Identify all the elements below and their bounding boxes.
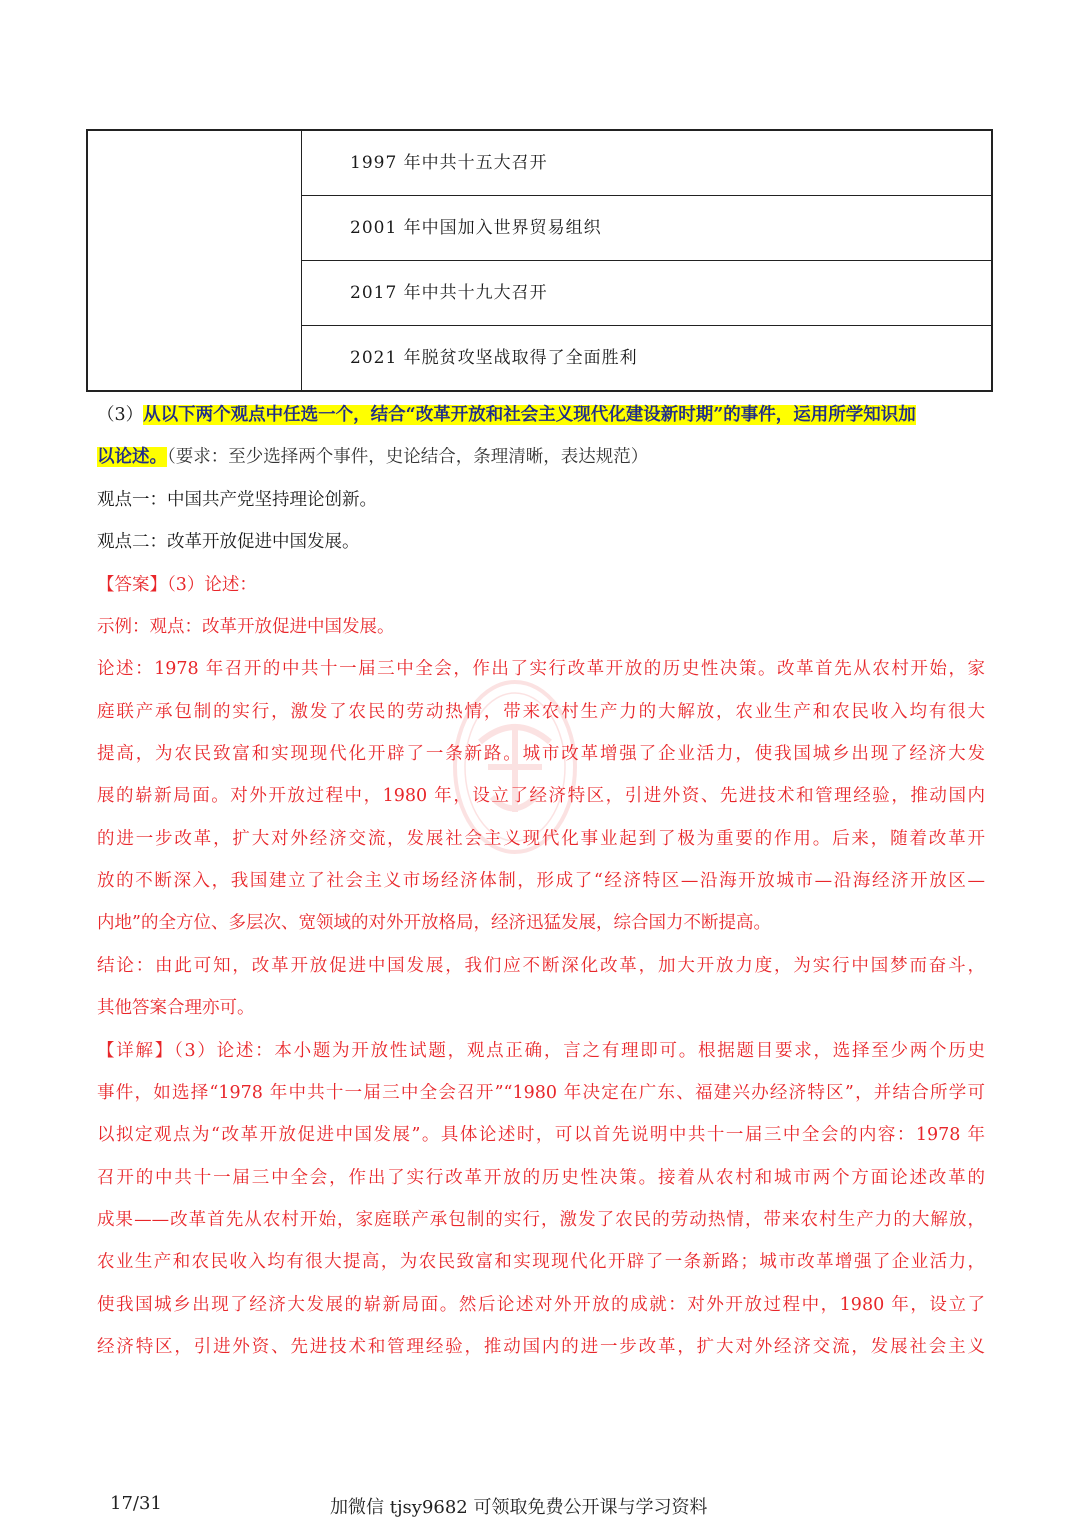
answer-note: 其他答案合理亦可。 [97,998,255,1018]
detail-line: 农业生产和农民收入均有很大提高，为农民致富和实现现代化开辟了一条新路；城市改革增强了企业活力， [97,1252,985,1272]
question-number: （3） [97,405,144,425]
detail-line: 经济特区，引进外资、先进技术和管理经验，推动国内的进一步改革，扩大对外经济交流，发展社会主义 [97,1337,985,1357]
detail-line: 成果——改革首先从农村开始，家庭联产承包制的实行，激发了农民的劳动热情，带来农村生产力的大解放， [97,1210,985,1230]
detail-line: 召开的中共十一届三中全会，作出了实行改革开放的历史性决策。接着从农村和城市两个方面论述改革的 [97,1168,985,1188]
detail-line: 【详解】（3）论述：本小题为开放性试题，观点正确，言之有理即可。根据题目要求，选择至少两个历史 [97,1041,985,1061]
detail-line: 以拟定观点为“改革开放促进中国发展”。具体论述时，可以首先说明中共十一届三中全会的内容：1978 年 [97,1125,985,1145]
detail-line: 事件，如选择“1978 年中共十一届三中全会召开”“1980 年决定在广东、福建兴办经济特区”，并结合所学可 [97,1083,985,1103]
table-row: 2021 年脱贫攻坚战取得了全面胜利 [350,348,638,368]
table-row: 2017 年中共十九大召开 [302,261,991,326]
events-table [86,129,993,392]
view-two: 观点二：改革开放促进中国发展。 [97,532,360,552]
view-one: 观点一：中国共产党坚持理论创新。 [97,490,377,510]
answer-example: 示例：观点：改革开放促进中国发展。 [97,617,395,637]
answer-line: 庭联产承包制的实行，激发了农民的劳动热情，带来农村生产力的大解放，农业生产和农民收入均有很大 [97,702,985,722]
answer-line: 放的不断深入，我国建立了社会主义市场经济体制，形成了“经济特区—沿海开放城市—沿海经济开放区— [97,871,985,891]
question-highlight-1: 从以下两个观点中任选一个，结合“改革开放和社会主义现代化建设新时期”的事件，运用所学知识加 [143,405,916,425]
answer-line: 的进一步改革，扩大对外经济交流，发展社会主义现代化事业起到了极为重要的作用。后来，随着改革开 [97,829,985,849]
detail-line: 使我国城乡出现了经济大发展的崭新局面。然后论述对外开放的成就：对外开放过程中，1980 年，设立了 [97,1295,985,1315]
page-number: 17/31 [110,1493,162,1514]
answer-line: 内地”的全方位、多层次、宽领域的对外开放格局，经济迅猛发展，综合国力不断提高。 [97,913,771,933]
table-row: 1997 年中共十五大召开 [302,131,991,196]
answer-line: 提高，为农民致富和实现现代化开辟了一条新路。城市改革增强了企业活力，使我国城乡出现了经济大发 [97,744,985,764]
answer-line: 论述：1978 年召开的中共十一届三中全会，作出了实行改革开放的历史性决策。改革首先从农村开始，家 [97,659,985,679]
table-left-cell [88,131,302,390]
answer-conclusion: 结论：由此可知，改革开放促进中国发展，我们应不断深化改革，加大开放力度，为实行中国梦而奋斗， [97,956,985,976]
table-row: 2001 年中国加入世界贸易组织 [302,196,991,261]
question-highlight-2: 以论述。 [97,447,167,467]
footer-promo: 加微信 tjsy9682 可领取免费公开课与学习资料 [330,1497,708,1518]
question-requirement: （要求：至少选择两个事件，史论结合，条理清晰，表达规范） [167,447,649,467]
answer-label: 【答案】（3）论述： [97,575,257,595]
answer-line: 展的崭新局面。对外开放过程中，1980 年，设立了经济特区，引进外资、先进技术和管理经验，推动国内 [97,786,985,806]
question-line-2 [97,436,985,478]
question-line-1 [97,394,985,436]
